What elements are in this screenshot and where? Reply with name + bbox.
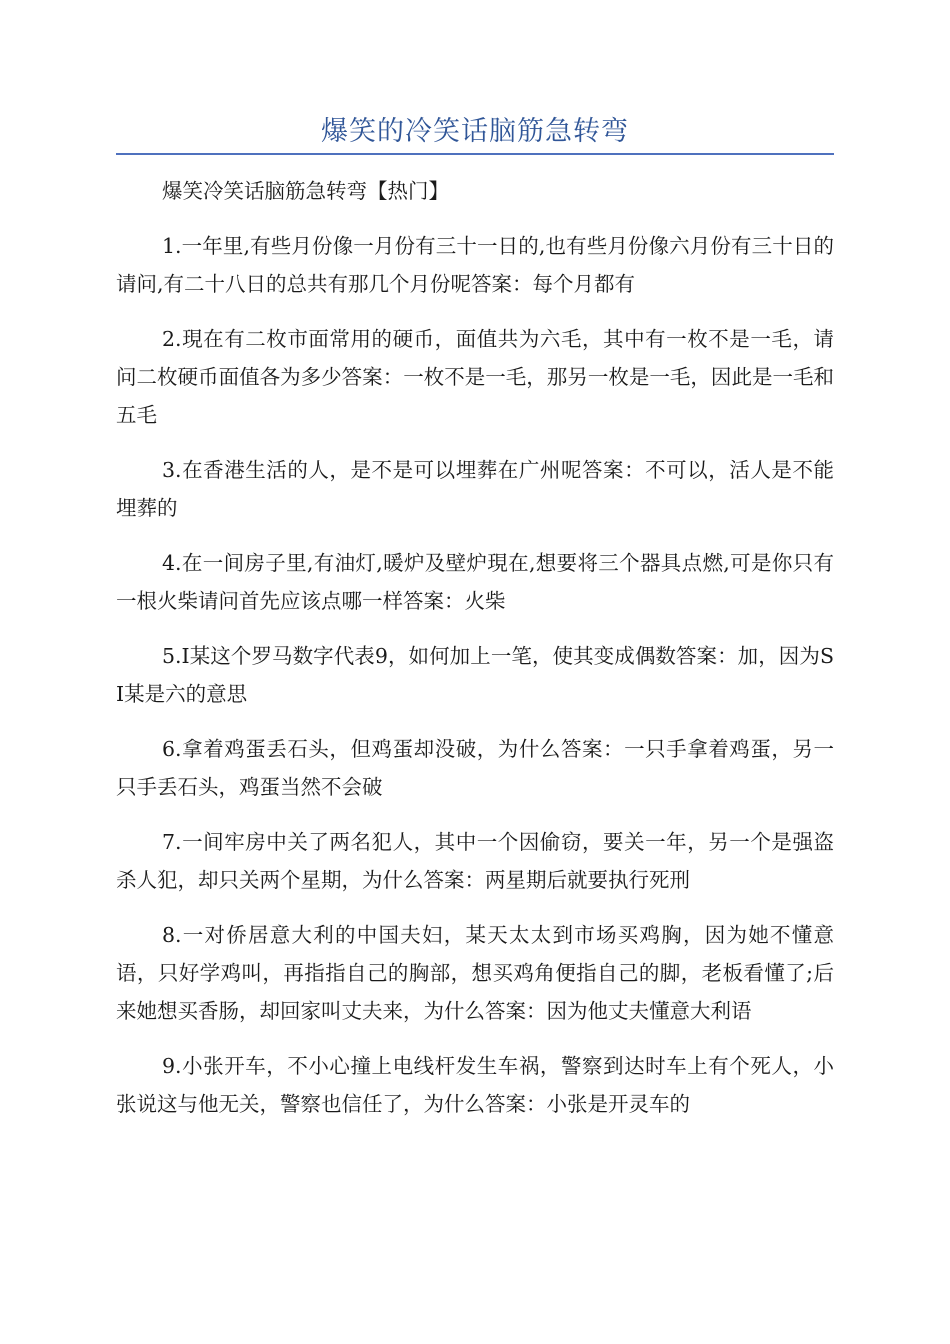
intro-paragraph: 爆笑冷笑话脑筋急转弯【热门】 xyxy=(162,179,449,203)
riddle-paragraph-6: 6.拿着鸡蛋丢石头，但鸡蛋却没破，为什么答案：一只手拿着鸡蛋，另一只手丢石头，鸡蛋当然不会破 xyxy=(116,737,834,799)
document-title: 爆笑的冷笑话脑筋急转弯 xyxy=(321,116,629,147)
riddle-paragraph-9: 9.小张开车，不小心撞上电线杆发生车祸，警察到达时车上有个死人，小张说这与他无关，警察也信任了，为什么答案：小张是开灵车的 xyxy=(116,1054,834,1116)
document-body xyxy=(116,172,834,1140)
riddle-paragraph-4: 4.在一间房子里,有油灯,暖炉及壁炉現在,想要将三个器具点燃,可是你只有一根火柴请问首先应该点哪一样答案：火柴 xyxy=(116,551,834,613)
riddle-paragraph-8: 8.一对侨居意大利的中国夫妇，某天太太到市场买鸡胸，因为她不懂意语，只好学鸡叫，再指指自己的胸部，想买鸡角便指自己的脚，老板看懂了;后来她想买香肠，却回家叫丈夫来，为什么答案：因为他丈夫懂意大利语 xyxy=(116,923,834,1023)
riddle-paragraph-2: 2.現在有二枚市面常用的硬币，面值共为六毛，其中有一枚不是一毛，请问二枚硬币面值各为多少答案：一枚不是一毛，那另一枚是一毛，因此是一毛和五毛 xyxy=(116,327,834,427)
riddle-paragraph-3: 3.在香港生活的人，是不是可以埋葬在广州呢答案：不可以，活人是不能埋葬的 xyxy=(116,458,834,520)
riddle-paragraph-7: 7.一间牢房中关了两名犯人，其中一个因偷窃，要关一年，另一个是强盗杀人犯，却只关两个星期，为什么答案：两星期后就要执行死刑 xyxy=(116,830,834,892)
riddle-paragraph-1: 1.一年里,有些月份像一月份有三十一日的,也有些月份像六月份有三十日的请问,有二十八日的总共有那几个月份呢答案：每个月都有 xyxy=(116,234,834,296)
riddle-paragraph-5: 5.I某这个罗马数字代表9，如何加上一笔，使其变成偶数答案：加，因为SI某是六的意思 xyxy=(116,644,834,706)
title-underline xyxy=(116,153,834,155)
